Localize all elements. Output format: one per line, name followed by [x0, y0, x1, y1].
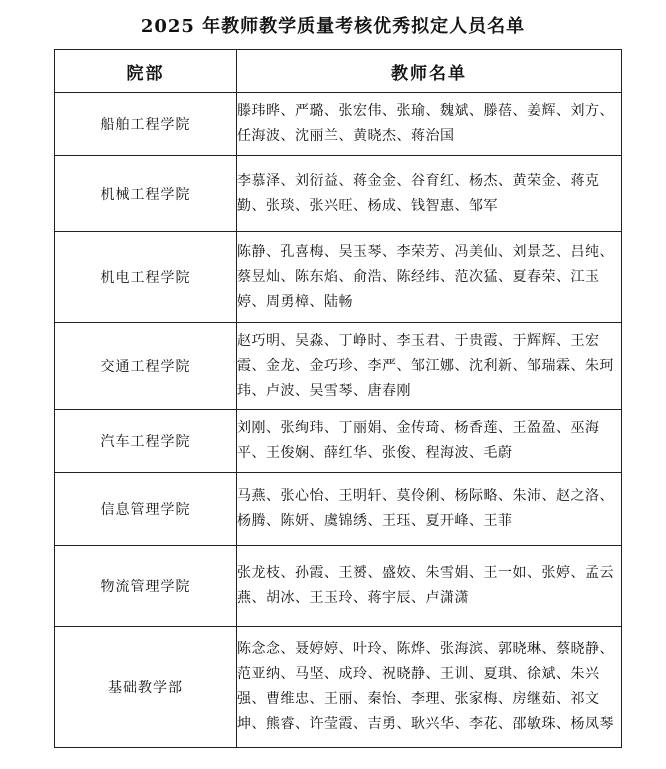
department-cell: 船舶工程学院 — [55, 93, 237, 156]
table-row — [55, 473, 622, 546]
table-row — [55, 410, 622, 473]
teacher-roster-table — [54, 49, 622, 748]
table-row — [55, 156, 622, 232]
teacher-names-cell: 陈静、孔喜梅、吴玉琴、李荣芳、冯美仙、刘景芝、吕纯、蔡昱灿、陈东焰、俞浩、陈经纬、范次猛、夏春荣、江玉婷、周勇樟、陆畅 — [237, 232, 622, 323]
table-row — [55, 232, 622, 323]
table-row — [55, 546, 622, 627]
department-cell: 机电工程学院 — [55, 232, 237, 323]
table-row — [55, 93, 622, 156]
teacher-names-cell: 赵巧明、吴淼、丁峥时、李玉君、于贵霞、于辉辉、王宏霞、金龙、金巧珍、李严、邹江娜、沈利新、邹瑞霖、朱珂玮、卢波、吴雪琴、唐春刚 — [237, 323, 622, 410]
table-row — [55, 627, 622, 748]
teacher-names-cell: 陈念念、聂婷婷、叶玲、陈烨、张海滨、郭晓琳、蔡晓静、范亚纳、马坚、成玲、祝晓静、王训、夏琪、徐斌、朱兴强、曹维忠、王丽、秦怡、李理、张家梅、房继茹、祁文坤、熊睿、许莹霞、吉勇、耿兴华、李花、邵敏珠、杨凤琴 — [237, 627, 622, 748]
teacher-names-cell: 滕玮晔、严璐、张宏伟、张瑜、魏斌、滕蓓、姜辉、刘方、任海波、沈丽兰、黄晓杰、蒋治国 — [237, 93, 622, 156]
teacher-names-cell: 张龙枝、孙霞、王赟、盛姣、朱雪娟、王一如、张婷、孟云燕、胡冰、王玉玲、蒋宇辰、卢潇潇 — [237, 546, 622, 627]
department-cell: 基础教学部 — [55, 627, 237, 748]
page-title: 2025 年教师教学质量考核优秀拟定人员名单 — [140, 16, 526, 37]
department-cell: 交通工程学院 — [55, 323, 237, 410]
table-row — [55, 323, 622, 410]
department-cell: 机械工程学院 — [55, 156, 237, 232]
header-department: 院部 — [55, 50, 237, 93]
department-cell: 物流管理学院 — [55, 546, 237, 627]
department-cell: 信息管理学院 — [55, 473, 237, 546]
department-cell: 汽车工程学院 — [55, 410, 237, 473]
header-teacher-list: 教师名单 — [237, 50, 622, 93]
teacher-names-cell: 李慕泽、刘衍益、蒋金金、谷育红、杨杰、黄荣金、蒋克勤、张琰、张兴旺、杨成、钱智惠、邹军 — [237, 156, 622, 232]
teacher-names-cell: 刘刚、张绚玮、丁丽娟、金传琦、杨香莲、王盈盈、巫海平、王俊娴、薛红华、张俊、程海波、毛蔚 — [237, 410, 622, 473]
teacher-names-cell: 马燕、张心怡、王明轩、莫伶俐、杨际略、朱沛、赵之洛、杨腾、陈妍、虞锦绣、王珏、夏开峰、王菲 — [237, 473, 622, 546]
table-header-row — [55, 50, 622, 93]
